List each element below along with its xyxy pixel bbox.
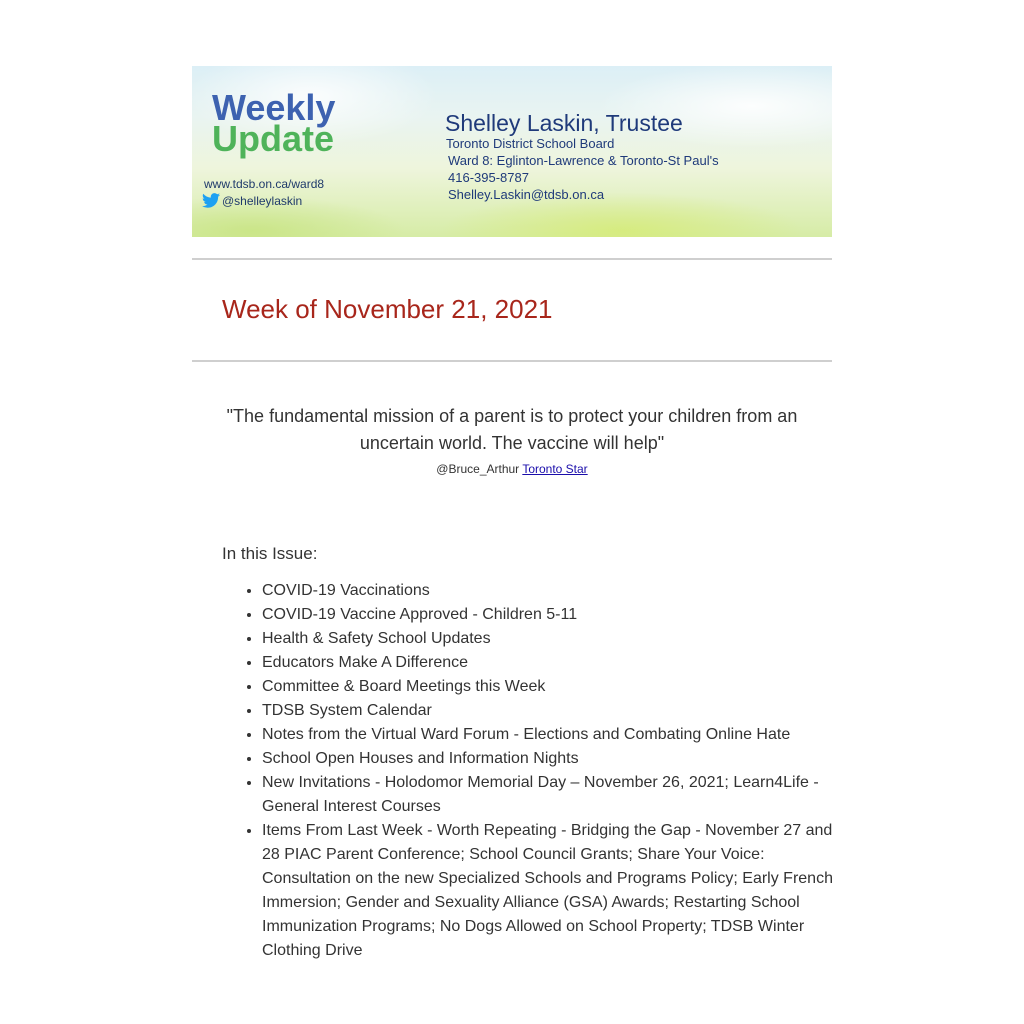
twitter-handle: @shelleylaskin bbox=[222, 193, 303, 208]
issue-item: • Items From Last Week - Worth Repeating - Bridging the Gap - November 27 and 28 PIAC Parent Conference; School Council Grants; Share Your Voice: Consultation on the new Specialized Schools and Programs Policy; Early French Immersion; Gender and Sexuality Alliance (GSA) Awards; Restarting School Immunization Programs; No Dogs Allowed on School Property; TDSB Winter Clothing Drive bbox=[262, 819, 852, 963]
week-heading: Week of November 21, 2021 bbox=[222, 294, 553, 324]
issue-item: • COVID-19 Vaccine Approved - Children 5-11 bbox=[262, 603, 852, 627]
trustee-name: Shelley Laskin, Trustee bbox=[445, 110, 683, 136]
trustee-contact bbox=[445, 111, 719, 203]
quote-author: @Bruce_Arthur bbox=[436, 462, 520, 476]
website-link[interactable]: www.tdsb.on.ca/ward8 bbox=[204, 177, 325, 191]
quote-text: "The fundamental mission of a parent is to protect your children from an uncertain world. The vaccine will help" bbox=[226, 406, 798, 453]
header-banner bbox=[192, 66, 832, 237]
issue-item: • TDSB System Calendar bbox=[262, 699, 852, 723]
in-this-issue-heading: In this Issue: bbox=[222, 544, 318, 563]
phone-number: 416-395-8787 bbox=[448, 170, 529, 185]
toronto-star-link[interactable]: Toronto Star bbox=[522, 462, 588, 476]
logo-weekly: Weekly bbox=[212, 87, 336, 128]
issue-item: • School Open Houses and Information Nights bbox=[262, 747, 852, 771]
twitter-bird-icon bbox=[202, 193, 220, 208]
email-link[interactable]: Shelley.Laskin@tdsb.on.ca bbox=[448, 187, 605, 202]
logo-update: Update bbox=[212, 118, 335, 159]
issue-item: • COVID-19 Vaccinations bbox=[262, 579, 852, 603]
ward-name: Ward 8: Eglinton-Lawrence & Toronto-St Paul's bbox=[448, 153, 719, 168]
weekly-update-logo bbox=[212, 87, 336, 159]
divider-top bbox=[192, 258, 832, 260]
board-name: Toronto District School Board bbox=[446, 136, 615, 151]
twitter-link[interactable] bbox=[202, 193, 302, 208]
quote-attribution bbox=[222, 462, 802, 476]
issue-item: • Health & Safety School Updates bbox=[262, 627, 852, 651]
issue-item: • Committee & Board Meetings this Week bbox=[262, 675, 852, 699]
issue-item: • Notes from the Virtual Ward Forum - Elections and Combating Online Hate bbox=[262, 723, 852, 747]
issue-list bbox=[222, 579, 852, 963]
issue-item: • New Invitations - Holodomor Memorial Day – November 26, 2021; Learn4Life - General Interest Courses bbox=[262, 771, 852, 819]
issue-item: • Educators Make A Difference bbox=[262, 651, 852, 675]
divider-bottom bbox=[192, 360, 832, 362]
